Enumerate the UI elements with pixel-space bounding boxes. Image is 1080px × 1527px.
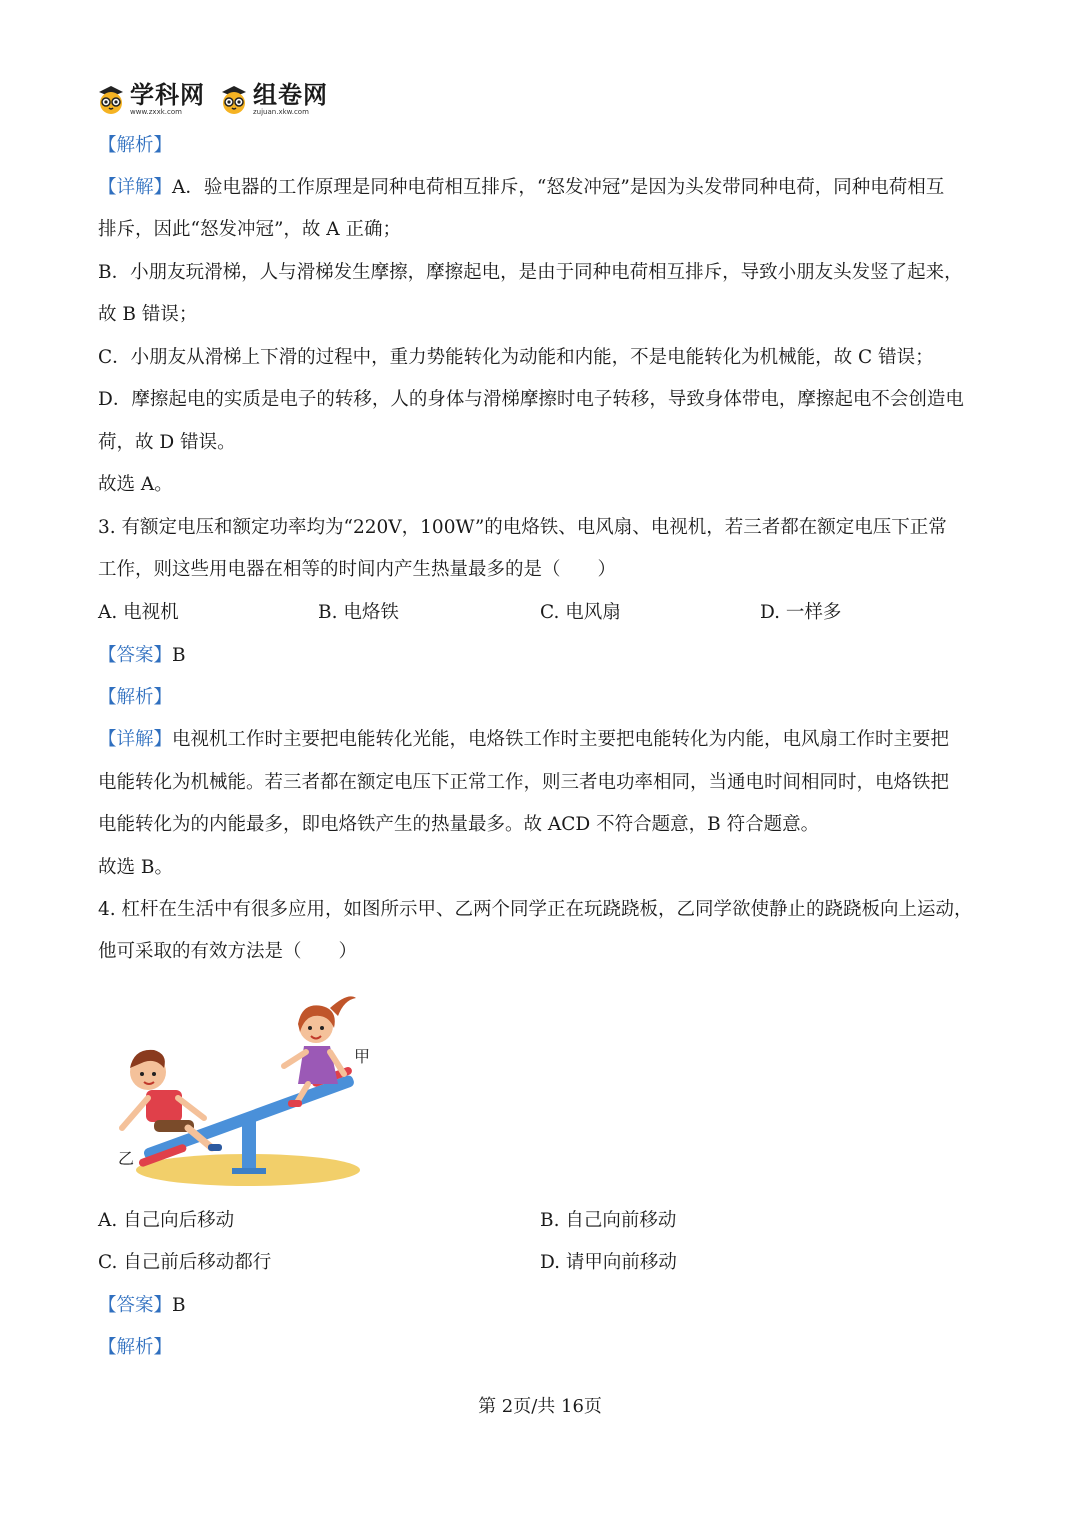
logo-name: 学科网 — [130, 80, 205, 109]
detail-line: B．小朋友玩滑梯，人与滑梯发生摩擦，摩擦起电，是由于同种电荷相互排斥，导致小朋友头发竖了起来， — [98, 262, 963, 283]
detail-line: D．摩擦起电的实质是电子的转移，人的身体与滑梯摩擦时电子转移，导致身体带电，摩擦起电不会创造电 — [98, 389, 964, 410]
detail-line — [98, 176, 944, 200]
pivot-base — [232, 1168, 266, 1174]
question-stem: 工作，则这些用电器在相等的时间内产生热量最多的是（ ） — [98, 559, 617, 580]
detail-line: 故 B 错误； — [98, 304, 198, 325]
option-c: C. 电风扇 — [540, 602, 621, 623]
option-b: B. 电烙铁 — [318, 602, 399, 623]
answer-label: 【答案】 — [98, 1295, 173, 1316]
answer-line — [98, 1294, 186, 1318]
detail-line — [98, 728, 949, 752]
detail-line: 电能转化为的内能最多，即电烙铁产生的热量最多。故 ACD 不符合题意，B 符合题意。 — [98, 814, 820, 835]
detail-line: 荷，故 D 错误。 — [98, 432, 236, 453]
detail-label: 【详解】 — [98, 729, 173, 750]
option-d: D. 请甲向前移动 — [540, 1252, 677, 1273]
detail-text: 电视机工作时主要把电能转化光能，电烙铁工作时主要把电能转化为内能，电风扇工作时主要把 — [172, 729, 950, 750]
page-footer: 第 2页/共 16页 — [478, 1396, 602, 1417]
owl-mascot-icon — [96, 83, 126, 115]
detail-label: 【详解】 — [98, 177, 173, 198]
logo-name: 组卷网 — [253, 80, 328, 109]
analysis-label: 【解析】 — [98, 1337, 173, 1358]
owl-mascot-icon — [219, 83, 249, 115]
conclusion: 故选 B。 — [98, 857, 173, 878]
detail-line: 电能转化为机械能。若三者都在额定电压下正常工作，则三者电功率相同，当通电时间相同时，电烙铁把 — [98, 772, 950, 793]
option-a: A. 电视机 — [98, 602, 179, 623]
answer-line — [98, 644, 186, 668]
detail-line: C．小朋友从滑梯上下滑的过程中，重力势能转化为动能和内能，不是电能转化为机械能，故 C 错误； — [98, 347, 934, 368]
zujuan-logo — [219, 80, 328, 116]
option-d: D. 一样多 — [760, 602, 842, 623]
question-stem: 3. 有额定电压和额定功率均为“220V，100W”的电烙铁、电风扇、电视机，若三者都在额定电压下正常 — [98, 517, 947, 538]
question-stem: 4. 杠杆在生活中有很多应用，如图所示甲、乙两个同学正在玩跷跷板，乙同学欲使静止的跷跷板向上运动， — [98, 899, 973, 920]
logo-url: www.zxxk.com — [130, 107, 182, 116]
conclusion: 故选 A。 — [98, 474, 173, 495]
analysis-label: 【解析】 — [98, 135, 173, 156]
detail-text: A．验电器的工作原理是同种电荷相互排斥，“怒发冲冠”是因为头发带同种电荷，同种电荷相互 — [172, 177, 945, 198]
zxxk-logo — [96, 80, 205, 116]
label-yi: 乙 — [118, 1149, 135, 1168]
option-a: A. 自己向后移动 — [98, 1210, 235, 1231]
answer-value: B — [172, 645, 186, 666]
option-c: C. 自己前后移动都行 — [98, 1252, 272, 1273]
label-jia: 甲 — [354, 1047, 370, 1066]
detail-line: 排斥，因此“怒发冲冠”，故 A 正确； — [98, 219, 402, 240]
option-b: B. 自己向前移动 — [540, 1210, 677, 1231]
seesaw-illustration — [108, 988, 370, 1188]
analysis-label: 【解析】 — [98, 687, 173, 708]
answer-label: 【答案】 — [98, 645, 173, 666]
logo-url: zujuan.xkw.com — [253, 107, 309, 116]
question-stem: 他可采取的有效方法是（ ） — [98, 941, 358, 962]
header-logos — [96, 78, 328, 120]
answer-value: B — [172, 1295, 186, 1316]
